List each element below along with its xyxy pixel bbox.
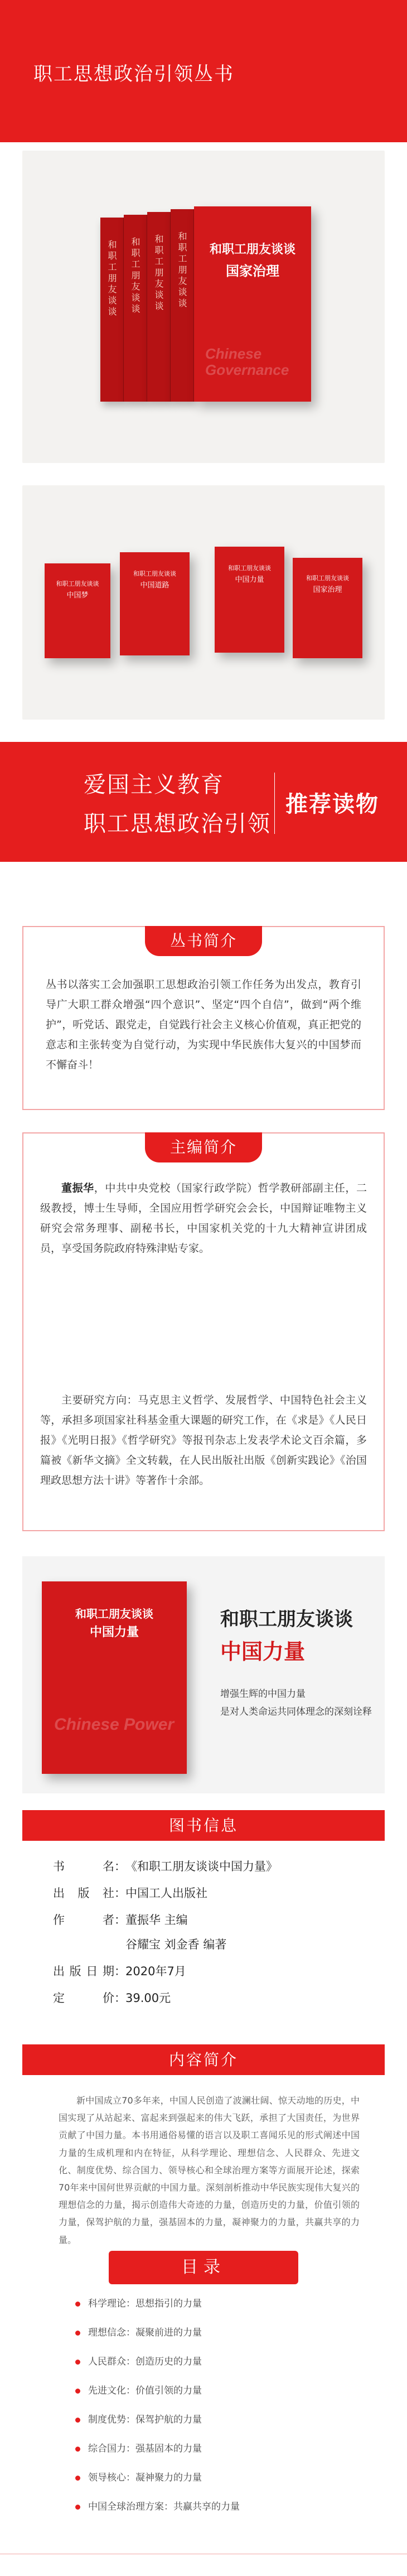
book-info-row: 出版社：中国工人出版社: [53, 1884, 365, 1901]
toc-item-label: 中国全球治理方案：共赢共享的力量: [88, 2501, 240, 2512]
book-cover-title: 和职工朋友谈谈: [133, 570, 176, 577]
editor-bio-2: 主要研究方向：马克思主义哲学、发展哲学、中国特色社会主义等，承担多项国家社科基金重大课题的研究工作，在《求是》《人民日报》《光明日报》《哲学研究》等报刊杂志上发表学术论文百余篇，多篇被《新华文摘》全文转载，在人民出版社出版《创新实践论》《治国理政思想方法十讲》等著作十余部。: [40, 1394, 367, 1487]
toc-item: [75, 2469, 202, 2483]
series-name: 职工思想政治引领丛书: [33, 63, 234, 85]
feature-subtitle-2: 是对人类命运共同体理念的深刻诠释: [220, 1706, 372, 1718]
feature-book-cover: [42, 1581, 187, 1774]
cover-watermark: Chinese Governance: [205, 345, 289, 378]
book-cover-subtitle: 国家治理: [226, 263, 279, 279]
book-info-value: 谷耀宝 刘金香 编著: [125, 1938, 227, 1951]
book-cover-governance-small: [293, 558, 362, 658]
book-info-key: 出版社: [53, 1887, 114, 1900]
book-cover-title: 和职工朋友谈谈: [228, 565, 271, 572]
book-spine: [171, 209, 194, 402]
book-info-row: 出版日期：2020年7月: [53, 1962, 365, 1979]
toc-item: [75, 2498, 240, 2512]
editor-bio-1: [40, 1178, 367, 1258]
book-info-key: 定价: [53, 1991, 114, 2005]
feature-cover-title: 和职工朋友谈谈: [75, 1607, 153, 1620]
book-info-row: 书名：《和职工朋友谈谈中国力量》: [53, 1858, 365, 1874]
toc-item-label: 先进文化：价值引领的力量: [88, 2385, 202, 2396]
book-cover-subtitle: 中国道路: [140, 581, 169, 590]
content-intro-text-block: [59, 2092, 360, 2249]
book-info-value: 2020年7月: [125, 1965, 186, 1978]
feature-title: 和职工朋友谈谈: [220, 1608, 353, 1630]
toc-item-label: 综合国力：强基固本的力量: [88, 2443, 202, 2454]
feature-title-accent: 中国力量: [220, 1639, 306, 1664]
feature-cover-subtitle: 中国力量: [89, 1625, 139, 1639]
book-info-row: 作者：董振华 主编: [53, 1911, 365, 1928]
section-title-toc: 目录: [109, 2251, 298, 2284]
book-spine: [124, 215, 147, 402]
footer-divider: [0, 2554, 407, 2576]
promo-banner: [0, 742, 407, 862]
toc-item-label: 科学理论：思想指引的力量: [88, 2298, 202, 2309]
series-intro-text: 丛书以落实工会加强职工思想政治引领工作任务为出发点，教育引导广大职工群众增强“四个意识”、坚定“四个自信”，做到“两个维护”，听党话、跟党走，自觉践行社会主义核心价值观，真正把党的意志和主张转变为自觉行动，为实现中华民族伟大复兴的中国梦而不懈奋斗！: [46, 978, 361, 1072]
toc-item: [75, 2411, 202, 2425]
top-header: [0, 0, 407, 142]
toc-item: [75, 2295, 202, 2309]
spine-title: 和职工朋友谈谈: [106, 240, 117, 318]
book-cover-title: 和职工朋友谈谈: [56, 580, 99, 587]
book-info-value: 董振华 主编: [125, 1913, 188, 1927]
chief-editor-box: [22, 1132, 385, 1531]
cover-watermark: Chinese Power: [54, 1715, 175, 1734]
book-info-value: 中国工人出版社: [125, 1887, 207, 1900]
book-info-value: 《和职工朋友谈谈中国力量》: [125, 1860, 278, 1873]
toc-item-label: 制度优势：保驾护航的力量: [88, 2414, 202, 2425]
bullet-dot: [75, 2418, 80, 2423]
toc-item-label: 人民群众：创造历史的力量: [88, 2356, 202, 2367]
banner-tag: 推荐读物: [285, 792, 379, 817]
book-cover-subtitle: 中国梦: [66, 591, 89, 600]
book-info-row: 定价：39.00元: [53, 1989, 365, 2006]
bullet-dot: [75, 2302, 80, 2307]
toc-item: [75, 2353, 202, 2367]
book-cover-subtitle: 中国力量: [235, 576, 264, 584]
book-cover-dream: [45, 563, 110, 658]
banner-line-2: 职工思想政治引领: [84, 811, 271, 837]
book-cover-title: 和职工朋友谈谈: [209, 242, 295, 257]
product-shot-four-books: [22, 485, 385, 720]
book-cover-power: [215, 547, 284, 653]
section-title-content-intro: 内容简介: [22, 2044, 385, 2075]
book-cover-subtitle: 国家治理: [313, 586, 342, 594]
toc-item: [75, 2440, 202, 2454]
bullet-dot: [75, 2505, 80, 2510]
product-shot-box-set: [22, 151, 385, 463]
banner-divider: [274, 773, 275, 834]
section-title-book-info: 图书信息: [22, 1810, 385, 1841]
toc-item-label: 领导核心：凝神聚力的力量: [88, 2472, 202, 2483]
feature-subtitle-1: 增强生辉的中国力量: [220, 1689, 306, 1700]
content-intro-text: 新中国成立70多年来，中国人民创造了波澜壮阔、惊天动地的历史，中国实现了从站起来、富起来到强起来的伟大飞跃，承担了大国责任，为世界贡献了中国力量。本书用通俗易懂的语言以及职工喜闻乐见的形式阐述中国力量的生成机理和内在特征，从科学理论、理想信念、人民群众、先进文化、制度优势、综合国力、领导核心和全球治理方案等方面展开论述，探索70年来中国何世界贡献的中国力量。深刻剖析推动中华民族实现伟大复兴的理想信念的力量，揭示创造伟大奇迹的力量，创造历史的力量，价值引领的力量，保驾护航的力量，强基固本的力量，凝神聚力的力量，共赢共享的力量。: [59, 2095, 360, 2245]
book-info-row: [53, 1936, 365, 1952]
book-info-value: 39.00元: [125, 1991, 171, 2005]
series-intro-box: [22, 926, 385, 1110]
bullet-dot: [75, 2447, 80, 2452]
bullet-dot: [75, 2389, 80, 2394]
book-cover-title: 和职工朋友谈谈: [306, 575, 349, 582]
toc-item-label: 理想信念：凝聚前进的力量: [88, 2327, 202, 2338]
book-info-key: 作者: [53, 1913, 114, 1927]
editor-bio-text: ，中共中央党校（国家行政学院）哲学教研部副主任，二级教授，博士生导师，全国应用哲学研究会会长，中国辩证唯物主义研究会常务理事、副秘书长，中国家机关党的十九大精神宣讲团成员，享受国务院政府特殊津贴专家。: [40, 1182, 367, 1255]
book-info-key: 出版日期: [53, 1965, 114, 1978]
feature-book-block: [22, 1556, 385, 1793]
book-cover-governance: [194, 206, 311, 402]
bullet-dot: [75, 2331, 80, 2336]
section-title-series-intro: 丛书简介: [145, 926, 262, 956]
spine-title: 和职工朋友谈谈: [130, 237, 140, 315]
book-spine: [147, 212, 171, 402]
bullet-dot: [75, 2476, 80, 2481]
toc-item: [75, 2382, 202, 2396]
spine-title: 和职工朋友谈谈: [177, 231, 187, 310]
book-cover-road: [120, 552, 190, 655]
section-title-chief-editor: 主编简介: [145, 1132, 262, 1162]
spine-title: 和职工朋友谈谈: [153, 234, 164, 312]
editor-name: 董振华: [61, 1182, 94, 1194]
toc-item: [75, 2324, 202, 2338]
book-info-key: 书名: [53, 1860, 114, 1873]
book-spine: [100, 218, 124, 402]
banner-line-1: 爱国主义教育: [84, 772, 224, 798]
bullet-dot: [75, 2360, 80, 2365]
